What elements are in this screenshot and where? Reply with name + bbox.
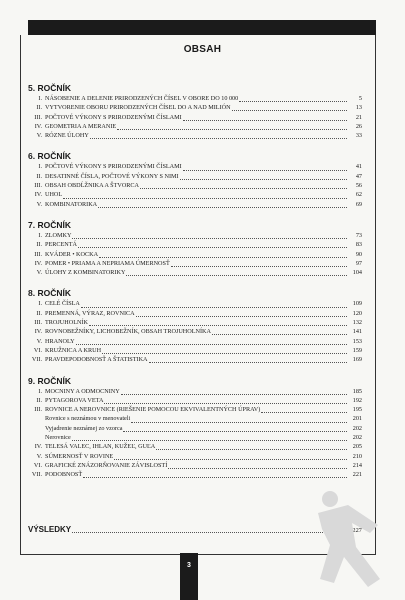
dot-leader xyxy=(131,416,347,423)
dot-leader xyxy=(81,301,347,308)
toc-entry[interactable] xyxy=(28,113,362,122)
entry-page: 69 xyxy=(355,200,362,208)
entry-page: 192 xyxy=(352,396,362,404)
entry-title: ZLOMKY xyxy=(45,231,72,239)
entry-page: 153 xyxy=(352,337,362,345)
dot-leader xyxy=(98,201,347,208)
entry-page: 33 xyxy=(355,132,362,140)
dot-leader xyxy=(99,251,347,258)
header-bar xyxy=(28,20,376,35)
page-number-badge xyxy=(180,553,198,600)
entry-title: Nerovnice xyxy=(45,434,71,442)
toc-entry[interactable] xyxy=(28,470,362,479)
section-heading: 8. ROČNÍK xyxy=(28,288,71,299)
toc-entry[interactable] xyxy=(28,309,362,318)
entry-page: 62 xyxy=(355,191,362,199)
page-number: 3 xyxy=(187,562,191,569)
dot-leader xyxy=(102,347,347,354)
entry-title: HRANOLY xyxy=(45,337,75,345)
entry-number: III. xyxy=(34,182,42,190)
dot-leader xyxy=(72,526,347,533)
entry-title: KRUŽNICA A KRUH xyxy=(45,346,102,354)
entry-number: VI. xyxy=(33,346,42,354)
entry-title: ÚLOHY Z KOMBINATORIKY xyxy=(45,269,126,277)
entry-title: MOCNINY A ODMOCNINY xyxy=(45,387,120,395)
entry-title: NÁSOBENIE A DELENIE PRIRODZENÝCH ČÍSEL V OBORE DO 10 000 xyxy=(45,95,239,102)
entry-title: POČTOVÉ VÝKONY S PRIRODZENÝMI ČÍSLAMI xyxy=(45,163,182,171)
entry-title: PREMENNÁ, VÝRAZ, ROVNICA xyxy=(45,309,135,317)
entry-number: I. xyxy=(38,387,42,395)
entry-page: 169 xyxy=(352,356,362,364)
dot-leader xyxy=(168,462,347,469)
entry-number: II. xyxy=(36,396,42,404)
dot-leader xyxy=(72,434,347,441)
entry-number: VII. xyxy=(31,471,42,479)
entry-page: 73 xyxy=(355,231,362,239)
entry-page: 202 xyxy=(352,434,362,442)
entry-page: 221 xyxy=(352,471,362,479)
dot-leader xyxy=(123,425,347,432)
entry-number: II. xyxy=(36,241,42,249)
entry-page: 97 xyxy=(355,259,362,267)
entry-page: 210 xyxy=(352,452,362,460)
toc-entry[interactable] xyxy=(28,405,362,414)
toc-entry[interactable] xyxy=(28,396,362,405)
entry-title: DESATINNÉ ČÍSLA, POČTOVÉ VÝKONY S NIMI xyxy=(45,172,179,180)
entry-number: II. xyxy=(36,309,42,317)
dot-leader xyxy=(104,397,347,404)
section-heading: 7. ROČNÍK xyxy=(28,219,71,230)
entry-page: 83 xyxy=(355,241,362,249)
entry-number: VII. xyxy=(31,356,42,364)
toc-entry[interactable] xyxy=(28,337,362,346)
toc-subentry[interactable] xyxy=(28,433,362,442)
entry-page: 185 xyxy=(352,387,362,395)
entry-number: III. xyxy=(34,113,42,121)
entry-page: 214 xyxy=(352,461,362,469)
entry-page: 5 xyxy=(358,95,362,102)
entry-page: 21 xyxy=(355,113,362,121)
entry-page: 47 xyxy=(355,172,362,180)
dot-leader xyxy=(171,260,347,267)
page-title: OBSAH xyxy=(183,44,222,55)
toc-entry[interactable] xyxy=(28,442,362,451)
entry-title: PODOBNOSŤ xyxy=(45,471,83,479)
entry-title: PYTAGOROVA VETA xyxy=(45,396,104,404)
entry-number: II. xyxy=(36,172,42,180)
toc-subentry[interactable] xyxy=(28,414,362,423)
entry-number: III. xyxy=(34,250,42,258)
entry-title: Vyjadrenie neznámej zo vzorca xyxy=(45,424,123,432)
entry-title: Rovnice s neznámou v menovateli xyxy=(45,415,131,423)
entry-page: 202 xyxy=(352,424,362,432)
toc-entry[interactable] xyxy=(28,240,362,249)
entry-number: I. xyxy=(38,231,42,239)
entry-page: 195 xyxy=(352,406,362,414)
toc-entry[interactable] xyxy=(28,327,362,336)
toc-entry[interactable] xyxy=(28,122,362,131)
dot-leader xyxy=(83,471,347,478)
toc-entry[interactable] xyxy=(28,299,362,308)
toc-entry[interactable] xyxy=(28,259,362,268)
toc-entry[interactable] xyxy=(28,346,362,355)
entry-page: 26 xyxy=(355,122,362,130)
toc-entry[interactable] xyxy=(28,200,362,209)
entry-title: OBSAH OBDĹŽNIKA A ŠTVORCA xyxy=(45,182,140,190)
entry-title: KVÁDER • KOCKA xyxy=(45,250,99,258)
toc-entry[interactable] xyxy=(28,103,362,112)
entry-title: PERCENTÁ xyxy=(45,241,77,249)
entry-title: TELESÁ VALEC, IHLAN, KUŽEĽ, GUĽA xyxy=(45,443,156,451)
toc-entry[interactable] xyxy=(28,231,362,240)
dot-leader xyxy=(261,406,347,413)
entry-number: I. xyxy=(38,300,42,308)
entry-title: POMER • PRIAMA A NEPRIAMA ÚMERNOSŤ xyxy=(45,259,170,267)
entry-title: GRAFICKÉ ZNÁZORŇOVANIE ZÁVISLOSTÍ xyxy=(45,461,168,469)
dot-leader xyxy=(90,132,347,139)
dot-leader xyxy=(140,182,347,189)
toc-entry[interactable] xyxy=(28,131,362,140)
entry-number: VI. xyxy=(33,461,42,469)
entry-number: V. xyxy=(36,132,42,140)
dot-leader xyxy=(114,453,347,460)
entry-number: IV. xyxy=(34,443,42,451)
entry-number: I. xyxy=(38,163,42,171)
entry-number: III. xyxy=(34,406,42,414)
dot-leader xyxy=(72,232,347,239)
entry-number: IV. xyxy=(34,122,42,130)
entry-number: III. xyxy=(34,319,42,327)
entry-title: VYTVORENIE OBORU PRIRODZENÝCH ČÍSEL DO A NAD MILIÓN xyxy=(45,104,231,112)
entry-page: 205 xyxy=(352,443,362,451)
entry-page: 41 xyxy=(355,163,362,171)
entry-page: 159 xyxy=(352,346,362,354)
dot-leader xyxy=(76,338,347,345)
dot-leader xyxy=(89,319,347,326)
section-heading: 9. ROČNÍK xyxy=(28,375,71,386)
entry-page: 132 xyxy=(352,319,362,327)
section-heading: 6. ROČNÍK xyxy=(28,151,71,162)
table-of-contents xyxy=(28,82,362,480)
entry-title: ROVNICE A NEROVNICE (RIEŠENIE POMOCOU EKVIVALENTNÝCH ÚPRAV) xyxy=(45,406,261,414)
dot-leader xyxy=(136,310,347,317)
toc-entry[interactable] xyxy=(28,181,362,190)
entry-title: TROJUHOLNÍK xyxy=(45,319,88,327)
entry-page: 109 xyxy=(352,300,362,308)
dot-leader xyxy=(156,443,347,450)
entry-title: POČTOVÉ VÝKONY S PRIRODZENÝMI ČÍSLAMI xyxy=(45,113,182,121)
entry-page: 56 xyxy=(355,182,362,190)
entry-title: RÓZNE ÚLOHY xyxy=(45,132,89,140)
entry-number: II. xyxy=(36,104,42,112)
toc-subentry[interactable] xyxy=(28,424,362,433)
toc-entry[interactable] xyxy=(28,250,362,259)
entry-title: PRAVDEPODOBNOSŤ A ŠTATISTIKA xyxy=(45,356,148,364)
dot-leader xyxy=(63,192,347,199)
dot-leader xyxy=(78,241,347,248)
entry-title: SÚMERNOSŤ V ROVINE xyxy=(45,452,114,460)
entry-title: UHOL xyxy=(45,191,63,199)
dot-leader xyxy=(121,388,347,395)
toc-entry[interactable] xyxy=(28,461,362,470)
entry-page: 90 xyxy=(355,250,362,258)
results-page: 227 xyxy=(352,527,362,534)
entry-title: ROVNOBEŽNÍKY, LICHOBEŽNÍK, OBSAH TROJUHOLNÍKA xyxy=(45,328,211,336)
dot-leader xyxy=(183,114,347,121)
dot-leader xyxy=(149,356,347,363)
entry-number: V. xyxy=(36,337,42,345)
entry-number: IV. xyxy=(34,328,42,336)
dot-leader xyxy=(212,328,347,335)
toc-entry[interactable] xyxy=(28,355,362,364)
entry-number: V. xyxy=(36,200,42,208)
dot-leader xyxy=(117,123,347,130)
entry-page: 201 xyxy=(352,415,362,423)
toc-entry[interactable] xyxy=(28,268,362,277)
entry-title: KOMBINATORIKA xyxy=(45,200,98,208)
section-heading: 5. ROČNÍK xyxy=(28,83,71,93)
dot-leader xyxy=(232,104,347,111)
toc-entry[interactable] xyxy=(28,452,362,461)
results-label: VÝSLEDKY xyxy=(28,525,72,534)
toc-entry[interactable] xyxy=(28,172,362,181)
entry-number: IV. xyxy=(34,259,42,267)
entry-page: 141 xyxy=(352,328,362,336)
entry-page: 13 xyxy=(355,104,362,112)
dot-leader xyxy=(183,164,347,171)
dot-leader xyxy=(239,95,347,102)
publisher-logo-icon xyxy=(308,485,388,595)
toc-entry[interactable] xyxy=(28,190,362,199)
dot-leader xyxy=(180,173,347,180)
entry-title: GEOMETRIA A MERANIE xyxy=(45,122,117,130)
toc-entry[interactable] xyxy=(28,318,362,327)
entry-page: 104 xyxy=(352,269,362,277)
toc-entry[interactable] xyxy=(28,387,362,396)
toc-entry[interactable] xyxy=(28,94,362,103)
entry-number: IV. xyxy=(34,191,42,199)
toc-entry[interactable] xyxy=(28,162,362,171)
dot-leader xyxy=(126,269,347,276)
entry-number: I. xyxy=(38,95,42,102)
entry-title: CELÉ ČÍSLA xyxy=(45,300,80,308)
entry-page: 120 xyxy=(352,309,362,317)
entry-number: V. xyxy=(36,452,42,460)
entry-number: V. xyxy=(36,269,42,277)
